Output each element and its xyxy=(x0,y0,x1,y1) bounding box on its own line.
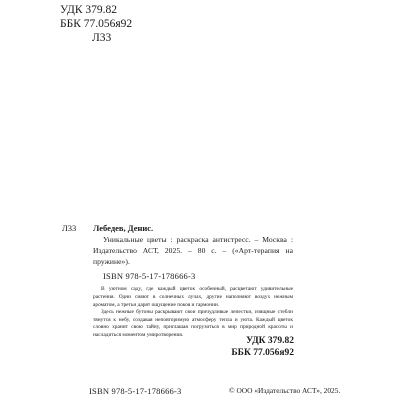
bibliographic-description: Уникальные цветы : раскраска антистресс. – Москва : Издательство АСТ, 2025. – 80 с. – («Арт-терапия на пружине»). xyxy=(93,235,293,266)
annotation-paragraph: В уютном саду, где каждый цветок особенный, расцветают удивительные растения. Одни сияют в солнечных лучах, другие наполняют воздух нежным ароматом, а третьи дарят ощущение покоя и гармонии. xyxy=(93,286,293,308)
footer-copyright: © ООО «Издательство АСТ», 2025. xyxy=(229,386,341,395)
top-classification-block xyxy=(60,3,132,45)
bottom-bbk-code: ББК 77.056я92 xyxy=(231,347,294,358)
bottom-udk-code: УДК 379.82 xyxy=(246,336,294,346)
bibliographic-record xyxy=(93,223,293,340)
record-isbn: ISBN 978-5-17-178666-3 xyxy=(103,271,196,282)
annotation xyxy=(93,286,293,339)
bottom-classification-block xyxy=(231,336,294,359)
bbk-code: ББК 77.056я92 xyxy=(60,18,133,30)
author-mark: Л33 xyxy=(92,32,112,44)
record-author-mark: Л33 xyxy=(62,223,77,233)
annotation-paragraph: Здесь нежные бутоны раскрывают свои причудливые лепестки, изящные стебли тянутся к небу, создавая неповторимую атмосферу тепла и уюта. Каждый цветок словно хранит свою тайну, приглашая погрузиться в мир природной красоты и насладиться моментом умиротворения. xyxy=(93,309,293,338)
footer-isbn: ISBN 978-5-17-178666-3 xyxy=(89,386,182,396)
udk-code: УДК 379.82 xyxy=(60,4,117,16)
record-author: Лебедев, Денис. xyxy=(93,223,154,233)
